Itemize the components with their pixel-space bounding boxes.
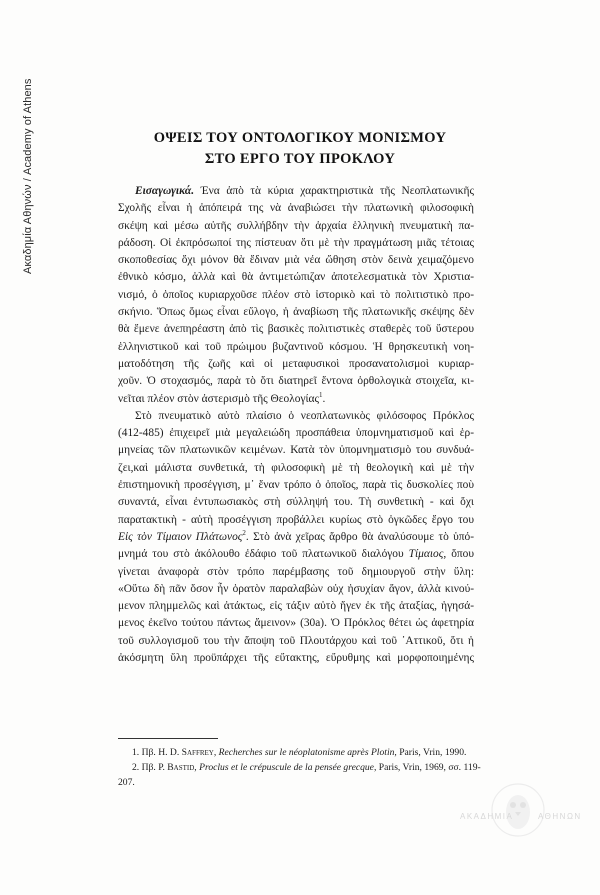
text-line: (412-485) ἐπιχειρεῖ μιὰ μεγαλειώδη προσπάθεια ὑπομνηματισμοῦ καὶ ἑρ- bbox=[118, 427, 474, 440]
text-line: Στὸ πνευματικὸ αὐτὸ πλαίσιο ὁ νεοπλατωνικὸς φιλόσοφος Πρόκλος bbox=[135, 409, 474, 422]
footnote-author: Bastid bbox=[167, 762, 195, 773]
text-fragment: . bbox=[322, 392, 326, 405]
text-line bbox=[118, 529, 474, 546]
footnote-text: , Paris, Vrin, 1969, σσ. 119- bbox=[373, 762, 481, 773]
footnote-text: , Paris, Vrin, 1990. bbox=[394, 747, 467, 758]
text-line: σκοποθεσίας ὄχι μόνον θὰ ἔδιναν μιὰ νέα ὤθηση στὸν δεινὰ χειμαζόμενο bbox=[118, 254, 474, 267]
text-line: συναντά, εἶναι ἐντυπωσιακὸς στὴ σύλληψή του. Τὴ συνθετικὴ - καὶ ὄχι bbox=[118, 496, 474, 509]
footnote-2 bbox=[118, 760, 481, 775]
text-line: ματοδότηση τῆς ζωῆς καὶ οἱ μεταφυσικοὶ προσανατολισμοὶ κυριαρ- bbox=[118, 357, 474, 370]
text-line: παρατακτικὴ - αὐτὴ προσέγγιση προβάλλει κυρίως στὸ ὀγκῶδες ἔργο του bbox=[118, 513, 474, 526]
text-line: μενος ἐκεῖνο τούτου πάντως ἄμεινον» (30a). Ὁ Πρόκλος θέτει ὡς ἀφετηρία bbox=[118, 617, 474, 630]
footnote-title: Proclus et le crépuscule de la pensée grecque bbox=[199, 762, 374, 773]
footnote-ref: 1 bbox=[319, 390, 323, 399]
side-label bbox=[22, 44, 38, 274]
text-line: ἑλληνιστικοῦ καὶ τοῦ πρώιμου βυζαντινοῦ κόσμου. Ἡ θρησκευτικὴ νοη- bbox=[118, 340, 474, 353]
text-line: τοῦ συλλογισμοῦ του τὴν ἄποψη τοῦ Πλουτάρχου καὶ τοῦ ᾽Αττικοῦ, ὅτι ἡ bbox=[118, 634, 474, 647]
work-title: Εἰς τὸν Τίμαιον Πλάτωνος bbox=[118, 530, 243, 543]
text-line: νισμό, ὁ ὁποῖος κυριαρχοῦσε πλέον στὸ ἱστορικὸ καὶ τὸ πολιτιστικὸ προ- bbox=[118, 288, 474, 301]
academy-watermark bbox=[458, 780, 582, 840]
footnote-ref: 2 bbox=[242, 529, 246, 538]
watermark-text-left: ΑΚΑΔΗΜΙΑ bbox=[460, 812, 514, 821]
text-line: ράδοση. Οἱ ἐκπρόσωποί της πίστευαν ὅτι μὲ τὴν πραγμάτωση μιᾶς τέτοιας bbox=[118, 236, 474, 249]
text-line: θὰ ἔμενε ἀνεπηρέαστη ἀπὸ τὶς βασικὲς πολιτιστικὲς σταθερὲς τοῦ ὕστερου bbox=[118, 323, 474, 336]
text-line: σκήνιο. Ὅπως ὅμως εἶναι εὔλογο, ἡ ἀναβίωση τῆς πλατωνικῆς σκέψης δὲν bbox=[118, 306, 474, 319]
text-line: «Οὕτω δὴ πᾶν ὅσον ἦν ὁρατὸν παραλαβὼν οὐχ ἡσυχίαν ἄγον, ἀλλὰ κινού- bbox=[118, 582, 474, 595]
owl-emblem-icon bbox=[458, 780, 578, 840]
footnote-text: , bbox=[194, 762, 200, 773]
text-line: Σχολῆς εἶναι ἡ ἀπόπειρά της νὰ ἀναβιώσει τὴν πλατωνικὴ φιλοσοφικὴ bbox=[118, 202, 474, 215]
text-fragment: νεῖται πλέον στὸν ἀστερισμὸ τῆς Θεολογίας bbox=[118, 392, 320, 405]
text-line: γίνεται ἀναφορὰ στὸν τρόπο παρέμβασης τοῦ δημιουργοῦ στὴν ὕλη: bbox=[118, 565, 474, 578]
text-line bbox=[118, 183, 474, 200]
text-line bbox=[118, 546, 474, 563]
footnote-title: Recherches sur le néoplatonisme après Plotin bbox=[218, 747, 395, 758]
text-line: ἐπιστημονικὴ προσέγγιση, μ᾽ ἕναν τρόπο ὁ ὁποῖος, παρὰ τὶς δυσκολίες ποὺ bbox=[118, 479, 474, 492]
text-fragment: . Στὸ ἀνὰ χεῖρας ἄρθρο θὰ ἀναλύσουμε τὸ ὑπό- bbox=[245, 530, 474, 543]
footnote-text: 1. Πβ. H. D. bbox=[132, 747, 182, 758]
side-label-text: Ακαδημία Αθηνών / Academy of Athens bbox=[22, 78, 34, 274]
dialogue-title: Τίμαιος bbox=[408, 548, 444, 561]
text-fragment: , ὅπου bbox=[443, 548, 474, 561]
text-line: χοῦν. Ὁ στοχασμός, παρὰ τὸ ὅτι διατηρεῖ ἔντονα ὀρθολογικὰ στοιχεῖα, κι- bbox=[118, 375, 474, 388]
footnote-1 bbox=[118, 745, 474, 760]
text-line: ἐθνικὸ κόσμο, ἀλλὰ καὶ θὰ ἀντιμετώπιζαν ἀποτελεσματικὰ τὸν Χριστια- bbox=[118, 271, 474, 284]
text-line: μηνείας τῶν πλατωνικῶν κειμένων. Κατὰ τὸν ὑπομνηματισμὸ του συνδυά- bbox=[118, 444, 474, 457]
title-line-1: ΟΨΕΙΣ ΤΟΥ ΟΝΤΟΛΟΓΙΚΟΥ ΜΟΝΙΣΜΟΥ bbox=[153, 130, 447, 146]
text-fragment: μνημά του στὸ ἀκόλουθο ἐδάφιο τοῦ πλατωνικοῦ διαλόγου bbox=[118, 548, 409, 561]
text-fragment: Ένα ἀπὸ τὰ κύρια χαρακτηριστικὰ τῆς Νεοπλατωνικῆς bbox=[194, 185, 474, 197]
text-line: ἀκόσμητη ὕλη προϋπάρχει τῆς εὔτακτης, εὔρυθμης καὶ μορφοποιημένης bbox=[118, 652, 474, 665]
footnote-text: 2. Πβ. P. bbox=[132, 762, 168, 773]
lead-word: Εισαγωγικά. bbox=[135, 185, 195, 197]
watermark-text-right: ΑΘΗΝΩΝ bbox=[538, 812, 582, 821]
footnote-2-continuation: 207. bbox=[118, 777, 135, 788]
footnote-author: Saffrey bbox=[181, 747, 214, 758]
text-line bbox=[118, 391, 474, 408]
footnotes bbox=[118, 745, 481, 790]
body-text bbox=[118, 183, 474, 667]
text-line: μενον πλημμελῶς καὶ ἀτάκτως, εἰς τάξιν αὐτὸ ἤγεν ἐκ τῆς ἀταξίας, ἡγησά- bbox=[118, 600, 474, 613]
footnote-text: , bbox=[213, 747, 219, 758]
footnote-divider bbox=[118, 738, 218, 739]
text-line: σκέψη καὶ μέσω αὐτῆς συλλήβδην τὴν ἀρχαία ἑλληνικὴ πνευματικὴ πα- bbox=[118, 219, 474, 232]
text-line: ζει,καὶ μάλιστα συνθετικά, τὴ φιλοσοφικὴ μὲ τὴ θεολογικὴ καὶ μὲ τὴν bbox=[118, 461, 474, 474]
title-line-2: ΣΤΟ ΕΡΓΟ ΤΟΥ ΠΡΟΚΛΟΥ bbox=[204, 151, 396, 167]
